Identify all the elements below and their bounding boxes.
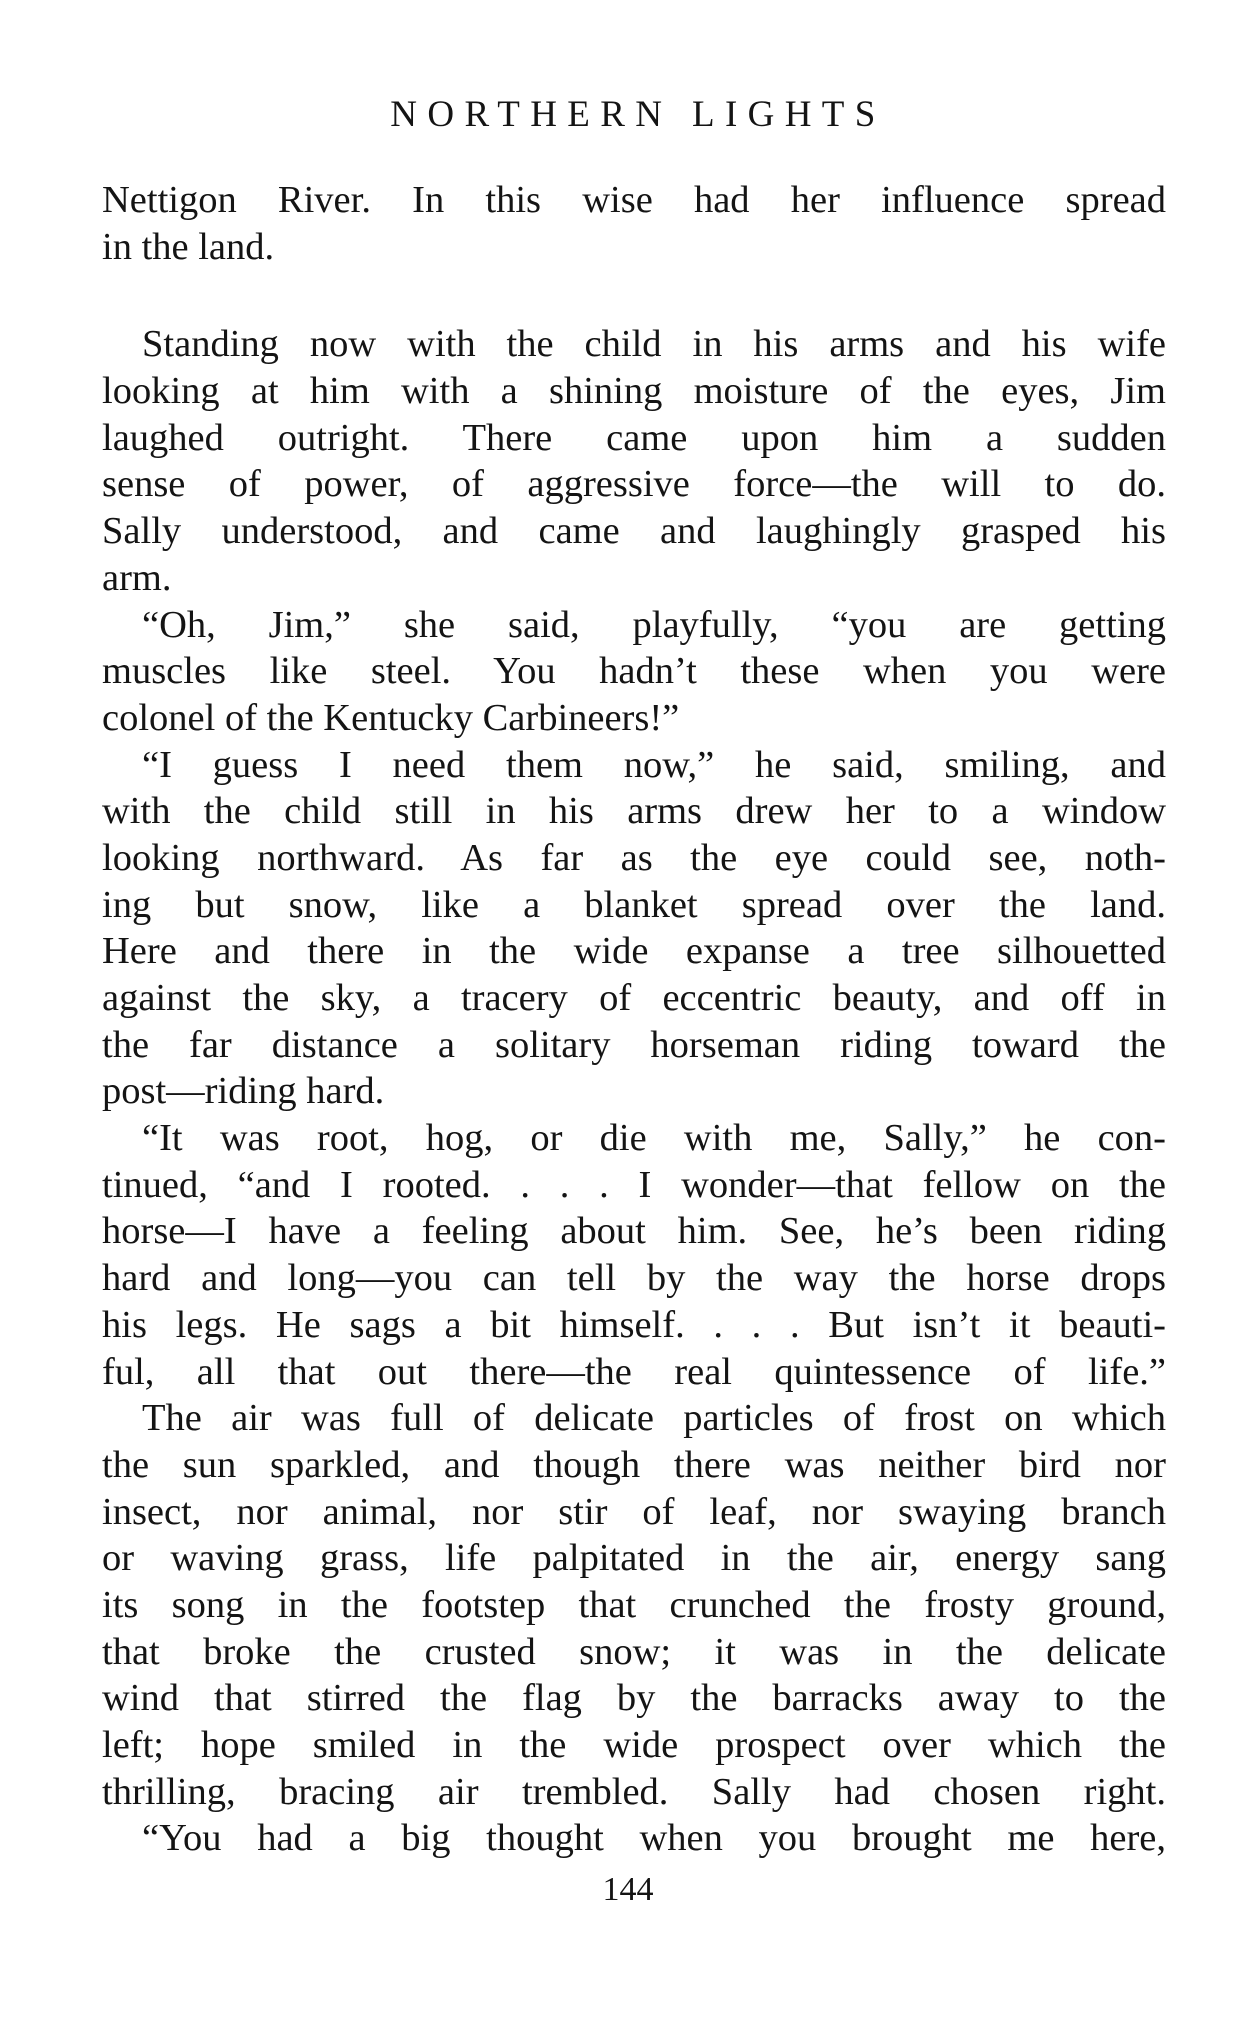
paragraph: [102, 742, 1166, 1116]
text-line: sense of power, of aggressive force—the will to do.: [102, 463, 1166, 506]
text-line: that broke the crusted snow; it was in the delicate: [102, 1630, 1166, 1673]
page-number: 144: [602, 1871, 654, 1908]
text-line: or waving grass, life palpitated in the air, energy sang: [102, 1537, 1166, 1580]
text-line: looking at him with a shining moisture of the eyes, Jim: [102, 370, 1166, 413]
text-line: the far distance a solitary horseman riding toward the: [102, 1023, 1166, 1066]
text-line: “It was root, hog, or die with me, Sally,” he con-: [142, 1117, 1166, 1160]
text-line: arm.: [102, 556, 172, 599]
text-line: ful, all that out there—the real quintessence of life.”: [102, 1350, 1166, 1393]
text-line: The air was full of delicate particles of frost on which: [142, 1397, 1166, 1440]
text-line: against the sky, a tracery of eccentric beauty, and off in: [102, 977, 1166, 1019]
text-line: its song in the footstep that crunched the frosty ground,: [102, 1583, 1166, 1626]
text-line: looking northward. As far as the eye could see, noth-: [102, 836, 1166, 879]
page-body-text: [102, 177, 1166, 1862]
text-line: wind that stirred the flag by the barracks away to the: [102, 1677, 1166, 1720]
paragraph: [102, 177, 1166, 270]
text-line: thrilling, bracing air trembled. Sally had chosen right.: [102, 1770, 1166, 1813]
text-line: insect, nor animal, nor stir of leaf, nor swaying branch: [102, 1490, 1166, 1533]
paragraph: [102, 1815, 1166, 1862]
text-line: laughed outright. There came upon him a sudden: [102, 416, 1166, 459]
text-line: ing but snow, like a blanket spread over the land.: [102, 883, 1166, 926]
text-line: Nettigon River. In this wise had her influence spread: [102, 179, 1166, 221]
text-line: post—riding hard.: [102, 1070, 385, 1113]
text-line: “You had a big thought when you brought me here,: [142, 1817, 1166, 1860]
text-line: tinued, “and I rooted. . . . I wonder—that fellow on the: [102, 1163, 1166, 1206]
text-line: muscles like steel. You hadn’t these when you were: [102, 650, 1166, 693]
text-line: Sally understood, and came and laughingly grasped his: [102, 510, 1166, 553]
text-line: Standing now with the child in his arms and his wife: [142, 323, 1166, 366]
text-line: colonel of the Kentucky Carbineers!”: [102, 696, 680, 739]
text-line: the sun sparkled, and though there was neither bird nor: [102, 1443, 1166, 1486]
running-header: NORTHERN LIGHTS: [390, 94, 886, 135]
text-line: horse—I have a feeling about him. See, he’s been riding: [102, 1210, 1166, 1253]
text-line: Here and there in the wide expanse a tree silhouetted: [102, 930, 1166, 973]
text-line: with the child still in his arms drew her to a window: [102, 790, 1166, 833]
text-line: hard and long—you can tell by the way the horse drops: [102, 1257, 1166, 1300]
paragraph: [102, 1395, 1166, 1815]
text-line: his legs. He sags a bit himself. . . . But isn’t it beauti-: [102, 1303, 1166, 1346]
paragraph: [102, 1115, 1166, 1395]
text-line: “I guess I need them now,” he said, smiling, and: [142, 743, 1166, 786]
paragraph: [102, 321, 1166, 601]
text-line: “Oh, Jim,” she said, playfully, “you are getting: [142, 603, 1166, 646]
text-line: left; hope smiled in the wide prospect over which the: [102, 1724, 1166, 1766]
paragraph: [102, 602, 1166, 742]
text-line: in the land.: [102, 225, 275, 268]
